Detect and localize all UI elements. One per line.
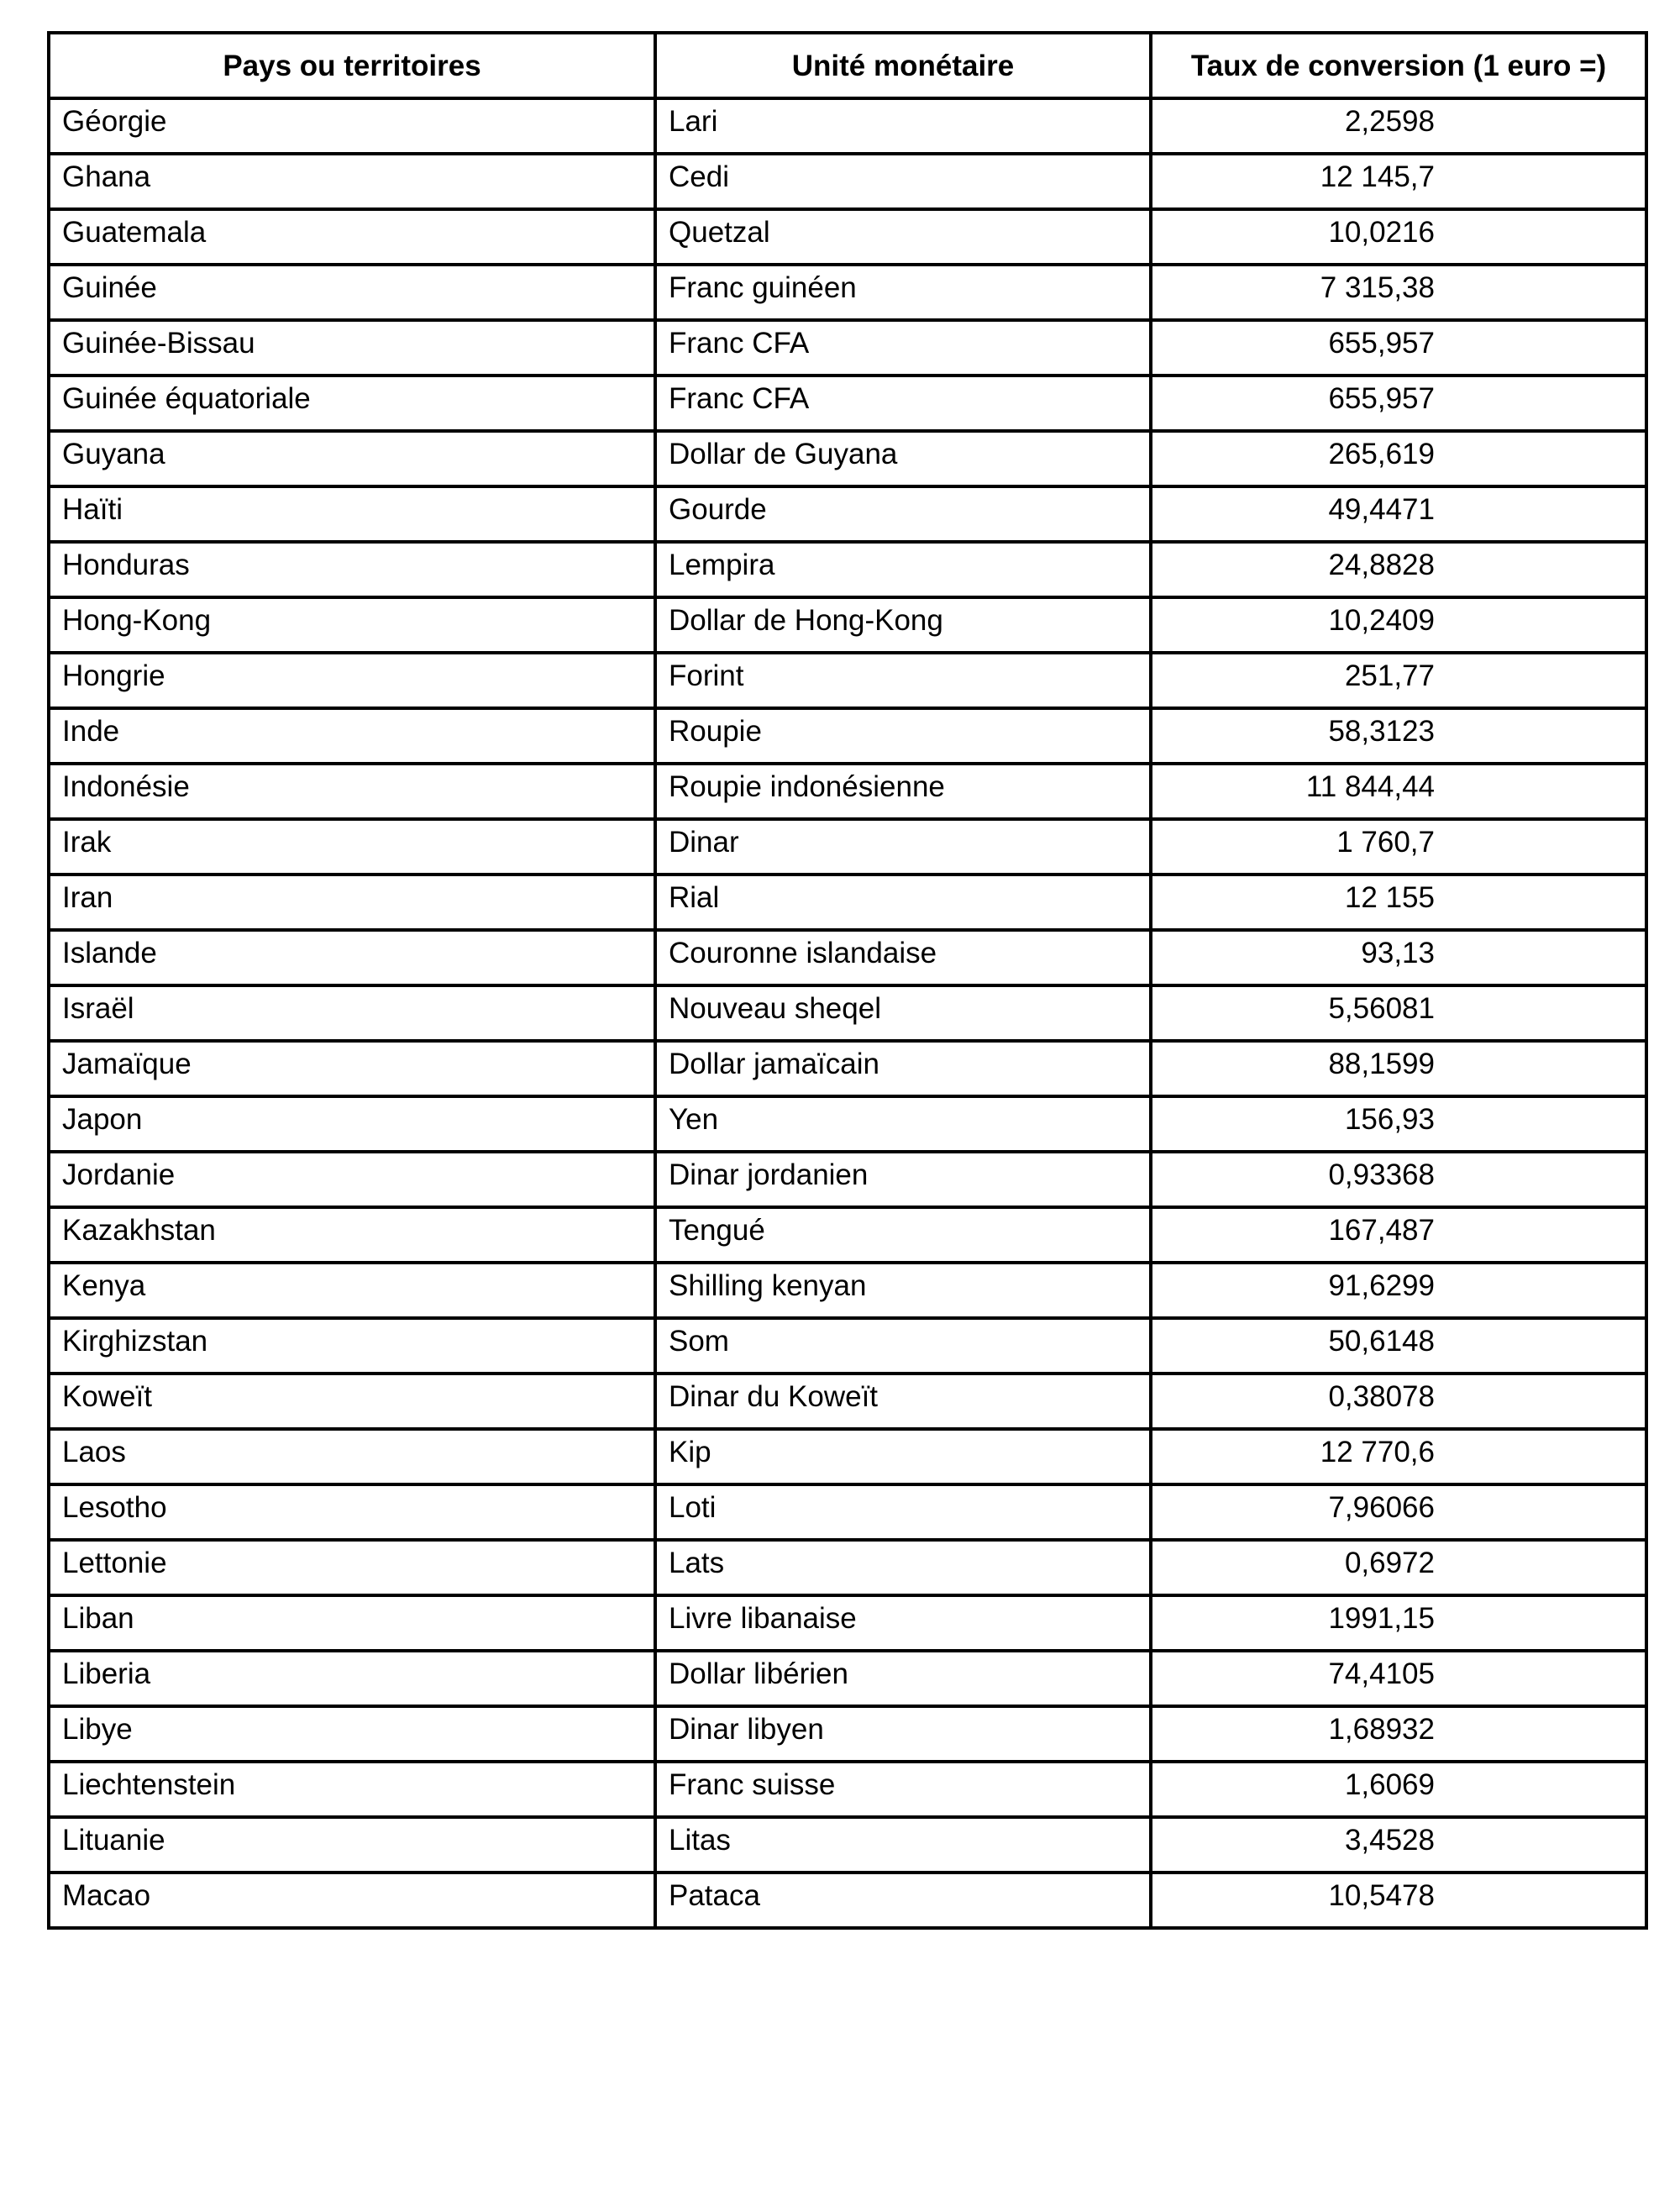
rate-cell: 74,4105 — [1151, 1651, 1646, 1706]
country-cell: Indonésie — [49, 764, 655, 819]
country-cell: Lituanie — [49, 1817, 655, 1873]
currency-cell: Litas — [655, 1817, 1151, 1873]
table-row — [49, 1263, 1646, 1318]
currency-cell: Loti — [655, 1484, 1151, 1540]
country-cell: Liban — [49, 1595, 655, 1651]
currency-cell: Franc guinéen — [655, 265, 1151, 320]
currency-cell: Roupie indonésienne — [655, 764, 1151, 819]
country-cell: Laos — [49, 1429, 655, 1484]
header-country: Pays ou territoires — [49, 33, 655, 98]
table-row — [49, 98, 1646, 154]
currency-conversion-table — [47, 31, 1648, 1930]
country-cell: Haïti — [49, 486, 655, 542]
rate-cell: 0,6972 — [1151, 1540, 1646, 1595]
rate-cell: 167,487 — [1151, 1207, 1646, 1263]
currency-cell: Cedi — [655, 154, 1151, 209]
country-cell: Géorgie — [49, 98, 655, 154]
rate-cell: 24,8828 — [1151, 542, 1646, 597]
rate-cell: 10,5478 — [1151, 1873, 1646, 1928]
rate-cell: 251,77 — [1151, 653, 1646, 708]
country-cell: Ghana — [49, 154, 655, 209]
rate-cell: 156,93 — [1151, 1096, 1646, 1152]
rate-cell: 49,4471 — [1151, 486, 1646, 542]
table-row — [49, 1706, 1646, 1762]
header-currency: Unité monétaire — [655, 33, 1151, 98]
country-cell: Guinée — [49, 265, 655, 320]
header-rate: Taux de conversion (1 euro =) — [1151, 33, 1646, 98]
rate-cell: 7 315,38 — [1151, 265, 1646, 320]
table-body — [49, 98, 1646, 1928]
rate-cell: 1 760,7 — [1151, 819, 1646, 875]
table-row — [49, 985, 1646, 1041]
table-row — [49, 320, 1646, 376]
rate-cell: 655,957 — [1151, 320, 1646, 376]
country-cell: Guinée-Bissau — [49, 320, 655, 376]
currency-cell: Dollar libérien — [655, 1651, 1151, 1706]
table-row — [49, 875, 1646, 930]
table-row — [49, 209, 1646, 265]
country-cell: Islande — [49, 930, 655, 985]
rate-cell: 1,68932 — [1151, 1706, 1646, 1762]
table-row — [49, 1152, 1646, 1207]
currency-cell: Lempira — [655, 542, 1151, 597]
table-row — [49, 653, 1646, 708]
currency-cell: Rial — [655, 875, 1151, 930]
country-cell: Guatemala — [49, 209, 655, 265]
rate-cell: 2,2598 — [1151, 98, 1646, 154]
rate-cell: 0,38078 — [1151, 1374, 1646, 1429]
table-row — [49, 1762, 1646, 1817]
table-row — [49, 1207, 1646, 1263]
country-cell: Macao — [49, 1873, 655, 1928]
currency-cell: Franc CFA — [655, 376, 1151, 431]
country-cell: Koweït — [49, 1374, 655, 1429]
table-row — [49, 1540, 1646, 1595]
country-cell: Lettonie — [49, 1540, 655, 1595]
table-row — [49, 431, 1646, 486]
country-cell: Japon — [49, 1096, 655, 1152]
rate-cell: 12 155 — [1151, 875, 1646, 930]
country-cell: Hong-Kong — [49, 597, 655, 653]
rate-cell: 12 770,6 — [1151, 1429, 1646, 1484]
currency-cell: Shilling kenyan — [655, 1263, 1151, 1318]
table-row — [49, 1651, 1646, 1706]
table-row — [49, 1429, 1646, 1484]
currency-cell: Couronne islandaise — [655, 930, 1151, 985]
table-row — [49, 708, 1646, 764]
rate-cell: 91,6299 — [1151, 1263, 1646, 1318]
rate-cell: 1,6069 — [1151, 1762, 1646, 1817]
currency-cell: Dollar de Guyana — [655, 431, 1151, 486]
table-row — [49, 1374, 1646, 1429]
country-cell: Lesotho — [49, 1484, 655, 1540]
currency-cell: Lari — [655, 98, 1151, 154]
rate-cell: 655,957 — [1151, 376, 1646, 431]
currency-cell: Nouveau sheqel — [655, 985, 1151, 1041]
rate-cell: 12 145,7 — [1151, 154, 1646, 209]
rate-cell: 5,56081 — [1151, 985, 1646, 1041]
table-row — [49, 486, 1646, 542]
country-cell: Jamaïque — [49, 1041, 655, 1096]
table-row — [49, 597, 1646, 653]
rate-cell: 265,619 — [1151, 431, 1646, 486]
rate-cell: 7,96066 — [1151, 1484, 1646, 1540]
table-row — [49, 1595, 1646, 1651]
rate-cell: 50,6148 — [1151, 1318, 1646, 1374]
rate-cell: 10,0216 — [1151, 209, 1646, 265]
table-row — [49, 265, 1646, 320]
country-cell: Iran — [49, 875, 655, 930]
country-cell: Liechtenstein — [49, 1762, 655, 1817]
rate-cell: 1991,15 — [1151, 1595, 1646, 1651]
currency-cell: Livre libanaise — [655, 1595, 1151, 1651]
country-cell: Jordanie — [49, 1152, 655, 1207]
currency-cell: Franc CFA — [655, 320, 1151, 376]
table-row — [49, 764, 1646, 819]
currency-cell: Dinar jordanien — [655, 1152, 1151, 1207]
country-cell: Kenya — [49, 1263, 655, 1318]
currency-cell: Dinar du Koweït — [655, 1374, 1151, 1429]
table-row — [49, 1041, 1646, 1096]
currency-cell: Kip — [655, 1429, 1151, 1484]
table-row — [49, 930, 1646, 985]
currency-cell: Dollar de Hong-Kong — [655, 597, 1151, 653]
country-cell: Honduras — [49, 542, 655, 597]
currency-cell: Lats — [655, 1540, 1151, 1595]
rate-cell: 3,4528 — [1151, 1817, 1646, 1873]
table-row — [49, 376, 1646, 431]
country-cell: Liberia — [49, 1651, 655, 1706]
rate-cell: 88,1599 — [1151, 1041, 1646, 1096]
rate-cell: 93,13 — [1151, 930, 1646, 985]
rate-cell: 0,93368 — [1151, 1152, 1646, 1207]
country-cell: Kirghizstan — [49, 1318, 655, 1374]
currency-cell: Franc suisse — [655, 1762, 1151, 1817]
country-cell: Irak — [49, 819, 655, 875]
table-row — [49, 1484, 1646, 1540]
currency-cell: Som — [655, 1318, 1151, 1374]
currency-cell: Pataca — [655, 1873, 1151, 1928]
currency-cell: Quetzal — [655, 209, 1151, 265]
table-row — [49, 1096, 1646, 1152]
rate-cell: 11 844,44 — [1151, 764, 1646, 819]
rate-cell: 10,2409 — [1151, 597, 1646, 653]
table-row — [49, 819, 1646, 875]
currency-cell: Tengué — [655, 1207, 1151, 1263]
header-row — [49, 33, 1646, 98]
rate-cell: 58,3123 — [1151, 708, 1646, 764]
table-row — [49, 154, 1646, 209]
currency-cell: Forint — [655, 653, 1151, 708]
currency-cell: Dinar — [655, 819, 1151, 875]
table-row — [49, 1873, 1646, 1928]
currency-cell: Dollar jamaïcain — [655, 1041, 1151, 1096]
table-row — [49, 1318, 1646, 1374]
table-header — [49, 33, 1646, 98]
country-cell: Hongrie — [49, 653, 655, 708]
table-row — [49, 1817, 1646, 1873]
country-cell: Kazakhstan — [49, 1207, 655, 1263]
country-cell: Inde — [49, 708, 655, 764]
country-cell: Israël — [49, 985, 655, 1041]
country-cell: Guinée équatoriale — [49, 376, 655, 431]
country-cell: Libye — [49, 1706, 655, 1762]
currency-cell: Dinar libyen — [655, 1706, 1151, 1762]
currency-cell: Roupie — [655, 708, 1151, 764]
country-cell: Guyana — [49, 431, 655, 486]
table-row — [49, 542, 1646, 597]
currency-cell: Gourde — [655, 486, 1151, 542]
currency-cell: Yen — [655, 1096, 1151, 1152]
